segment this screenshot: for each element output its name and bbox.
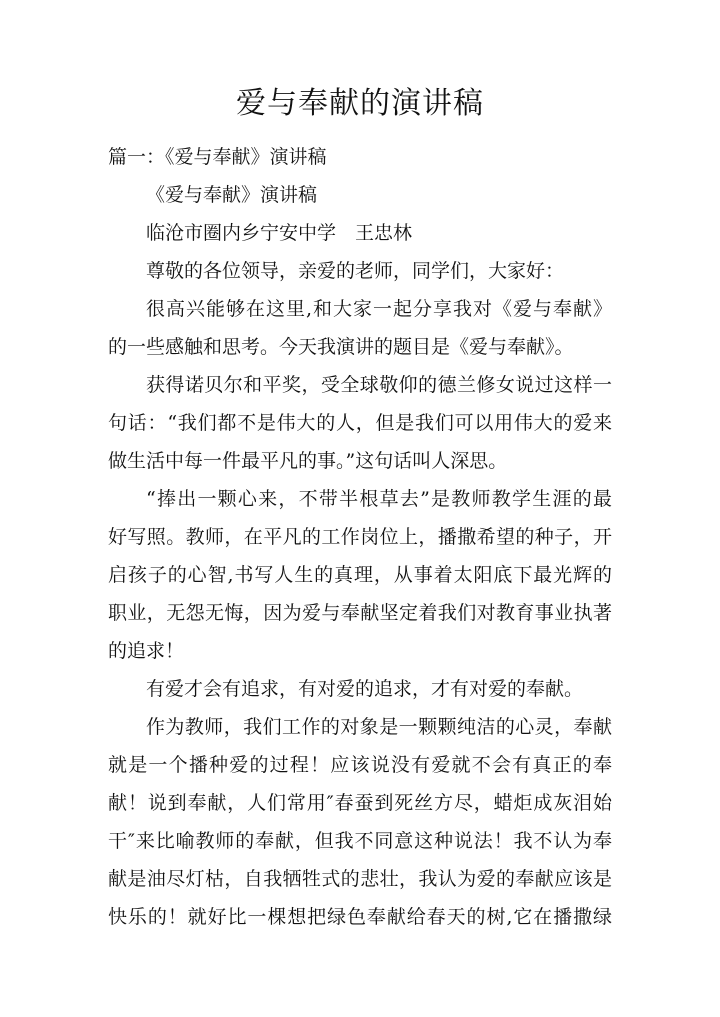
paragraph-line: 启孩子的心智,书写人生的真理，从事着太阳底下最光辉的: [108, 564, 612, 586]
paragraph-line: 很高兴能够在这里,和大家一起分享我对《爱与奉献》: [146, 298, 612, 320]
paragraph-line: 好写照。教师，在平凡的工作岗位上，播撒希望的种子，开: [108, 526, 612, 548]
speech-title: 《爱与奉献》演讲稿: [146, 184, 318, 206]
paragraph-line: 句话：“我们都不是伟大的人，但是我们可以用伟大的爱来: [108, 412, 612, 434]
author-line: 临沧市圈内乡宁安中学 王忠林: [146, 222, 413, 244]
paragraph-line: 有爱才会有追求，有对爱的追求，才有对爱的奉献。: [146, 678, 584, 700]
document-body: [108, 138, 612, 936]
greeting-line: 尊敬的各位领导，亲爱的老师，同学们，大家好：: [146, 260, 565, 282]
paragraph-line: 职业，无怨无悔，因为爱与奉献坚定着我们对教育事业执著: [108, 602, 612, 624]
document-title: 爱与奉献的演讲稿: [236, 86, 484, 121]
paragraph-line: 献是油尽灯枯，自我牺牲式的悲壮，我认为爱的奉献应该是: [108, 868, 612, 890]
paragraph-line: 的一些感触和思考。今天我演讲的题目是《爱与奉献》。: [108, 336, 574, 358]
paragraph-line: 就是一个播种爱的过程！应该说没有爱就不会有真正的奉: [108, 754, 612, 776]
paragraph-line: 做生活中每一件最平凡的事。”这句话叫人深思。: [108, 450, 508, 472]
paragraph-line: “捧出一颗心来，不带半根草去”是教师教学生涯的最: [146, 488, 612, 510]
section-heading: 篇一：《爱与奉献》演讲稿: [108, 146, 327, 168]
paragraph-line: 献！说到奉献，人们常用″春蚕到死丝方尽，蜡炬成灰泪始: [108, 792, 612, 814]
paragraph-line: 干″来比喻教师的奉献，但我不同意这种说法！我不认为奉: [108, 830, 612, 852]
paragraph-line: 的追求！: [108, 640, 185, 662]
paragraph-line: 作为教师，我们工作的对象是一颗颗纯洁的心灵，奉献: [146, 716, 612, 738]
paragraph-line: 获得诺贝尔和平奖，受全球敬仰的德兰修女说过这样一: [146, 374, 612, 396]
paragraph-line: 快乐的！就好比一棵想把绿色奉献给春天的树,它在播撒绿: [108, 906, 612, 928]
